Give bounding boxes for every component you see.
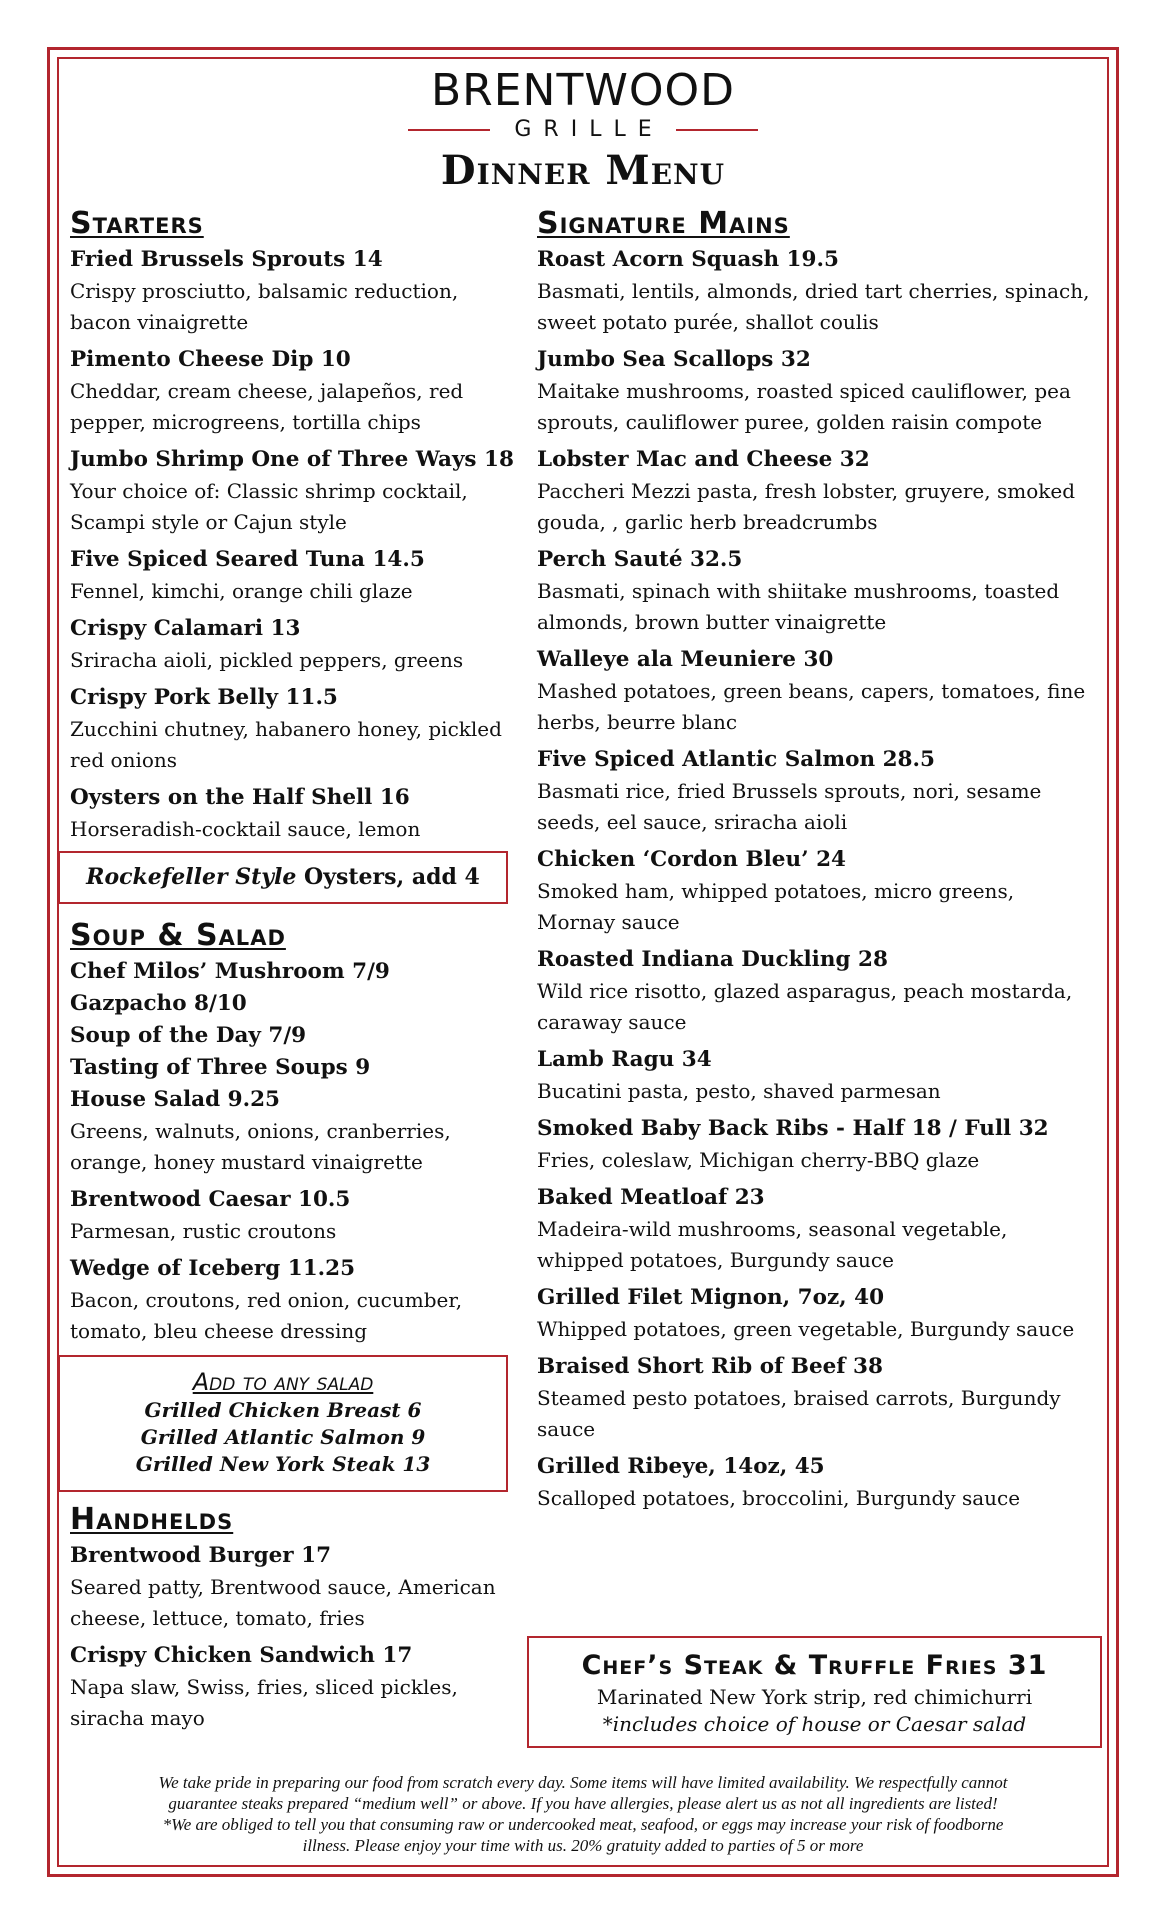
chef-special-title: Chef’s Steak & Truffle Fries 31 <box>581 1650 1048 1681</box>
menu-item-description: Your choice of: Classic shrimp cocktail, Scampi style or Cajun style <box>70 479 468 534</box>
oysters-addon-box <box>58 851 508 904</box>
starters-list <box>70 244 514 845</box>
menu-item <box>70 782 510 845</box>
menu-item-description: Basmati, spinach with shiitake mushrooms, toasted almonds, brown butter vinaigrette <box>537 579 1060 634</box>
menu-item-description: Bacon, croutons, red onion, cucumber, tomato, bleu cheese dressing <box>70 1288 463 1343</box>
menu-item-description: Parmesan, rustic croutons <box>70 1219 337 1243</box>
right-column <box>537 206 1092 1520</box>
brand-logo: BRENTWOOD <box>430 65 735 116</box>
menu-item-description: Greens, walnuts, onions, cranberries, orange, honey mustard vinaigrette <box>70 1119 451 1174</box>
menu-item-name: Wedge of Iceberg 11.25 <box>70 1256 356 1281</box>
menu-item-name: Perch Sauté 32.5 <box>537 547 743 572</box>
menu-item-description: Fennel, kimchi, orange chili glaze <box>70 579 413 603</box>
menu-item-description: Basmati rice, fried Brussels sprouts, nori, sesame seeds, eel sauce, sriracha aioli <box>537 779 1042 834</box>
page-title: Dinner Menu <box>440 147 726 194</box>
menu-item-name: Tasting of Three Soups 9 <box>70 1055 371 1080</box>
menu-item <box>537 944 1092 1038</box>
section-title-soup-salad: Soup & Salad <box>70 918 286 953</box>
menu-item <box>537 1113 1092 1176</box>
menu-item <box>70 613 510 676</box>
menu-item-name: Lamb Ragu 34 <box>537 1047 712 1072</box>
footer-line: illness. Please enjoy your time with us. 20% gratuity added to parties of 5 or more <box>302 1836 864 1855</box>
menu-item-description: Paccheri Mezzi pasta, fresh lobster, gruyere, smoked gouda, , garlic herb breadcrumbs <box>537 479 1075 534</box>
menu-item <box>70 682 510 776</box>
menu-item <box>70 1052 510 1084</box>
menu-item-name: Chef Milos’ Mushroom 7/9 <box>70 959 390 984</box>
menu-item <box>70 1184 510 1247</box>
menu-item-name: Crispy Pork Belly 11.5 <box>70 685 338 710</box>
menu-item-name: Soup of the Day 7/9 <box>70 1023 307 1048</box>
footer-disclaimer <box>85 1772 1081 1856</box>
menu-item <box>537 644 1092 738</box>
menu-item-name: House Salad 9.25 <box>70 1087 280 1112</box>
menu-item-description: Scalloped potatoes, broccolini, Burgundy sauce <box>537 1486 1021 1510</box>
menu-item <box>70 244 510 338</box>
menu-item-description: Cheddar, cream cheese, jalapeños, red pepper, microgreens, tortilla chips <box>70 379 464 434</box>
menu-item-description: Napa slaw, Swiss, fries, sliced pickles, siracha mayo <box>70 1675 458 1730</box>
addon-text: Oysters, add 4 <box>296 864 480 890</box>
menu-item-name: Walleye ala Meuniere 30 <box>537 647 834 672</box>
menu-item <box>537 844 1092 938</box>
menu-item-name: Five Spiced Seared Tuna 14.5 <box>70 547 425 572</box>
menu-item-description: Horseradish-cocktail sauce, lemon <box>70 817 421 841</box>
menu-item-description: Sriracha aioli, pickled peppers, greens <box>70 648 464 672</box>
menu-item <box>537 344 1092 438</box>
menu-item-name: Oysters on the Half Shell 16 <box>70 785 410 810</box>
menu-item <box>537 544 1092 638</box>
menu-item-description: Wild rice risotto, glazed asparagus, peach mostarda, caraway sauce <box>537 979 1073 1034</box>
chef-special-note: *includes choice of house or Caesar salad <box>602 1712 1027 1736</box>
menu-item-description: Basmati, lentils, almonds, dried tart cherries, spinach, sweet potato purée, shallot coulis <box>537 279 1090 334</box>
menu-item-name: Jumbo Shrimp One of Three Ways 18 <box>70 447 514 472</box>
menu-item-name: Grilled Filet Mignon, 7oz, 40 <box>537 1285 885 1310</box>
menu-item-name: Jumbo Sea Scallops 32 <box>537 347 811 372</box>
menu-item-name: Smoked Baby Back Ribs - Half 18 / Full 32 <box>537 1116 1049 1141</box>
salad-addon-title: Add to any salad <box>192 1368 374 1396</box>
menu-item-name: Baked Meatloaf 23 <box>537 1185 765 1210</box>
section-title-mains: Signature Mains <box>537 206 790 241</box>
addon-italic: Rockefeller Style <box>86 864 297 890</box>
footer-line: *We are obliged to tell you that consuming raw or undercooked meat, seafood, or eggs may increase your risk of foodborne <box>162 1815 1004 1834</box>
menu-item <box>70 444 514 538</box>
menu-item-name: Brentwood Caesar 10.5 <box>70 1187 351 1212</box>
handhelds-list <box>70 1540 510 1734</box>
menu-item <box>70 988 510 1020</box>
menu-item-name: Gazpacho 8/10 <box>70 991 247 1016</box>
menu-item-description: Seared patty, Brentwood sauce, American cheese, lettuce, tomato, fries <box>70 1575 496 1630</box>
menu-item <box>70 1640 510 1734</box>
section-title-starters: Starters <box>70 206 204 241</box>
salad-addon-item: Grilled Atlantic Salmon 9 <box>140 1425 426 1449</box>
menu-item-description: Whipped potatoes, green vegetable, Burgundy sauce <box>537 1317 1075 1341</box>
menu-item <box>537 444 1092 538</box>
menu-item <box>70 1253 510 1347</box>
menu-item <box>70 344 510 438</box>
subbrand-row <box>0 118 1166 142</box>
subbrand-rule-left <box>408 129 490 131</box>
menu-item-name: Fried Brussels Sprouts 14 <box>70 247 383 272</box>
menu-item <box>537 744 1092 838</box>
mains-list <box>537 244 1092 1514</box>
menu-item-name: Roast Acorn Squash 19.5 <box>537 247 839 272</box>
chef-special-box <box>527 1636 1102 1748</box>
menu-item <box>537 1282 1092 1345</box>
menu-item-description: Smoked ham, whipped potatoes, micro greens, Mornay sauce <box>537 879 1015 934</box>
menu-item-description: Zucchini chutney, habanero honey, pickled red onions <box>70 717 502 772</box>
left-column <box>70 206 514 1740</box>
menu-header <box>0 66 1166 194</box>
menu-item <box>70 1540 510 1634</box>
menu-item <box>537 1182 1092 1276</box>
menu-item <box>537 244 1092 338</box>
menu-item-name: Lobster Mac and Cheese 32 <box>537 447 870 472</box>
menu-item-name: Grilled Ribeye, 14oz, 45 <box>537 1454 825 1479</box>
menu-item-description: Fries, coleslaw, Michigan cherry-BBQ glaze <box>537 1148 980 1172</box>
menu-item-description: Bucatini pasta, pesto, shaved parmesan <box>537 1079 941 1103</box>
menu-item <box>537 1451 1092 1514</box>
salad-addon-item: Grilled New York Steak 13 <box>135 1452 431 1476</box>
menu-item <box>70 956 510 988</box>
menu-item-name: Brentwood Burger 17 <box>70 1543 332 1568</box>
subbrand: GRILLE <box>514 117 664 142</box>
menu-item-description: Steamed pesto potatoes, braised carrots, Burgundy sauce <box>537 1386 1061 1441</box>
menu-item-description: Madeira-wild mushrooms, seasonal vegetable, whipped potatoes, Burgundy sauce <box>537 1217 1008 1272</box>
section-title-handhelds: Handhelds <box>70 1502 234 1537</box>
soup-salad-list <box>70 956 510 1347</box>
menu-item <box>70 1084 510 1178</box>
menu-item <box>70 1020 510 1052</box>
menu-item <box>537 1351 1092 1445</box>
salad-addon-box <box>58 1355 508 1492</box>
menu-item-name: Braised Short Rib of Beef 38 <box>537 1354 883 1379</box>
menu-item-name: Pimento Cheese Dip 10 <box>70 347 351 372</box>
menu-item-description: Crispy prosciutto, balsamic reduction, bacon vinaigrette <box>70 279 459 334</box>
menu-item-description: Maitake mushrooms, roasted spiced cauliflower, pea sprouts, cauliflower puree, golden raisin compote <box>537 379 1071 434</box>
menu-item-name: Roasted Indiana Duckling 28 <box>537 947 888 972</box>
footer-line: guarantee steaks prepared “medium well” or above. If you have allergies, please alert us as not all ingredients are listed! <box>168 1794 998 1813</box>
menu-item <box>537 1044 1092 1107</box>
menu-item-description: Mashed potatoes, green beans, capers, tomatoes, fine herbs, beurre blanc <box>537 679 1086 734</box>
menu-item-name: Crispy Calamari 13 <box>70 616 301 641</box>
menu-item-name: Crispy Chicken Sandwich 17 <box>70 1643 413 1668</box>
menu-item-name: Five Spiced Atlantic Salmon 28.5 <box>537 747 935 772</box>
menu-item-name: Chicken ‘Cordon Bleu’ 24 <box>537 847 846 872</box>
footer-line: We take pride in preparing our food from scratch every day. Some items will have limited availability. We respectfully cannot <box>158 1773 1008 1792</box>
menu-item <box>70 544 510 607</box>
chef-special-desc: Marinated New York strip, red chimichurri <box>596 1685 1033 1709</box>
subbrand-rule-right <box>676 129 758 131</box>
salad-addon-item: Grilled Chicken Breast 6 <box>144 1398 422 1422</box>
